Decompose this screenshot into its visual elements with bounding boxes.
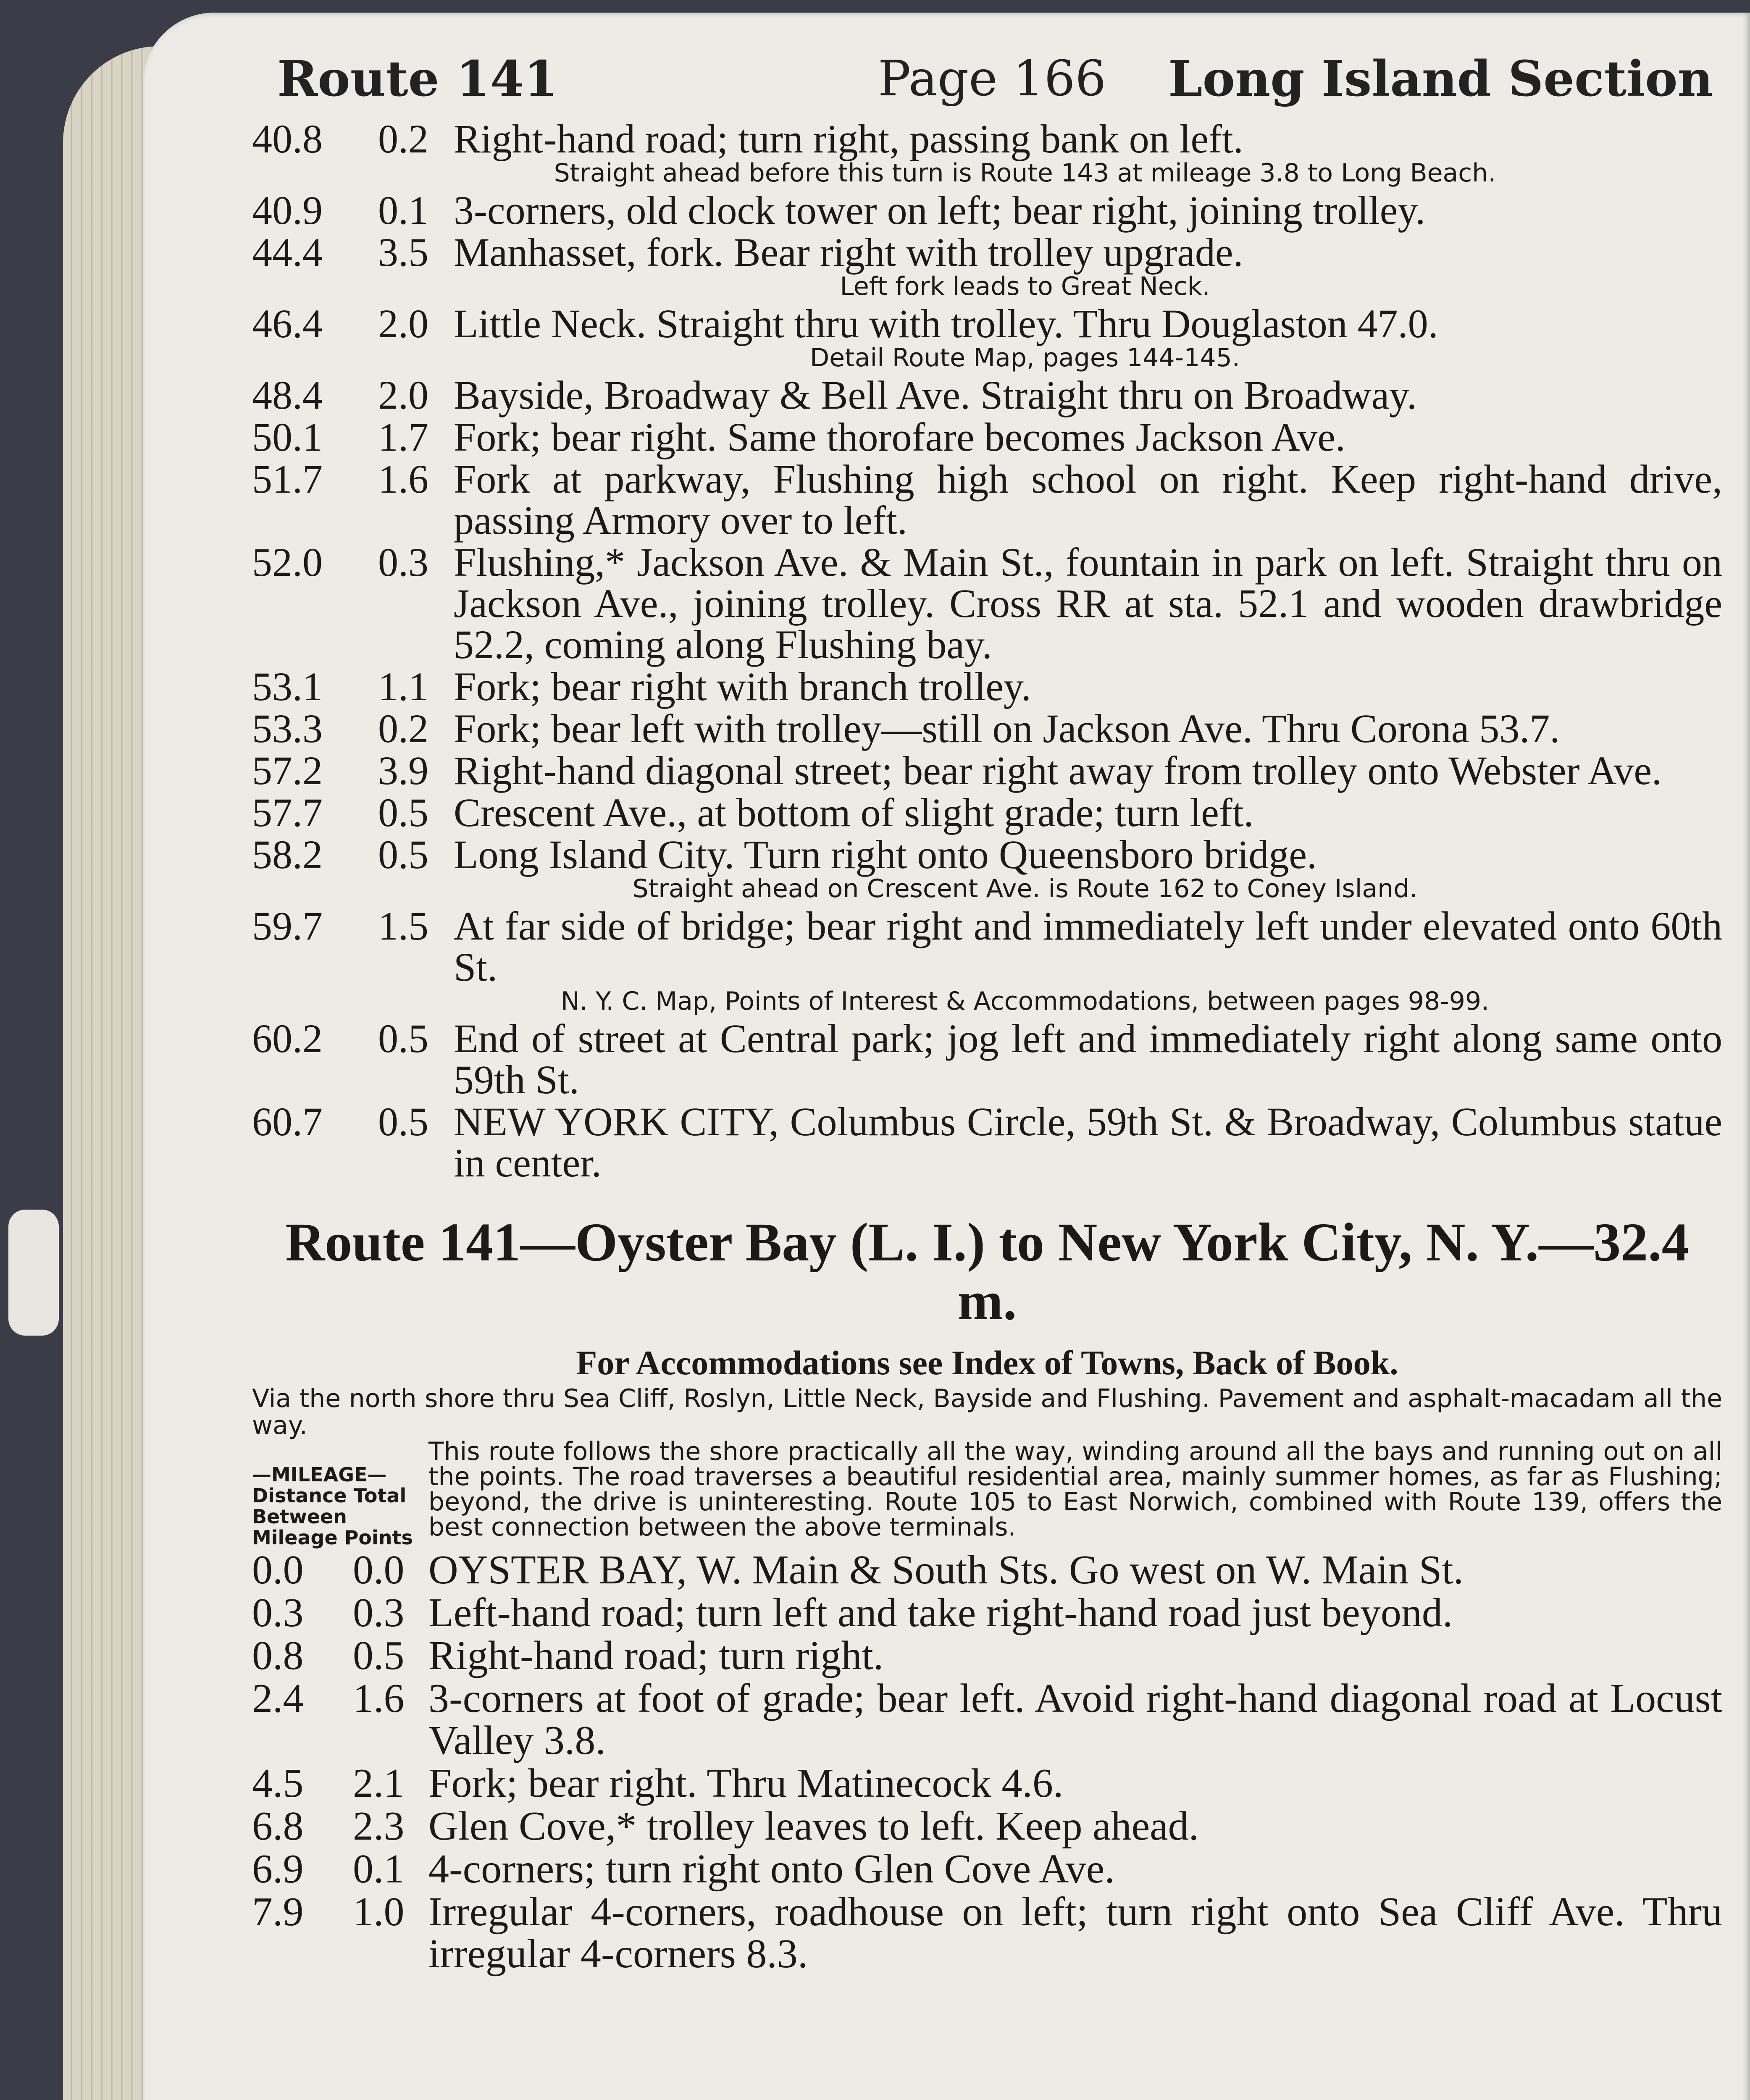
direction-note: Straight ahead before this turn is Route 143 at mileage 3.8 to Long Beach.	[554, 158, 1496, 188]
direction-note: Straight ahead on Crescent Ave. is Route 162 to Coney Island.	[632, 874, 1418, 903]
direction-text: Right-hand road; turn right, passing bank on left.	[454, 116, 1243, 161]
total-mileage: 53.3	[252, 706, 323, 751]
route-line	[252, 375, 1722, 416]
total-mileage: 50.1	[252, 415, 323, 459]
route-line	[252, 1805, 1722, 1847]
direction-text: Left-hand road; turn left and take right-hand road just beyond.	[428, 1590, 1453, 1635]
page-body	[252, 118, 1722, 1975]
route-line	[252, 1635, 1722, 1677]
total-mileage: 40.9	[252, 188, 323, 233]
total-mileage: 51.7	[252, 457, 323, 501]
direction-text: Little Neck. Straight thru with trolley. Thru Douglaston 47.0.	[454, 301, 1438, 346]
total-mileage: 7.9	[252, 1889, 304, 1935]
direction-text: NEW YORK CITY, Columbus Circle, 59th St. & Broadway, Columbus statue in center.	[454, 1099, 1722, 1185]
direction-text: Flushing,* Jackson Ave. & Main St., fountain in park on left. Straight thru on Jackson Ave., joining trolley. Cross RR at sta. 52.1 and wooden drawbridge 52.2, coming along Flushing bay.	[454, 540, 1722, 667]
distance-between: 3.9	[378, 748, 428, 793]
direction-text: Bayside, Broadway & Bell Ave. Straight thru on Broadway.	[454, 373, 1417, 417]
direction-text: 4-corners; turn right onto Glen Cove Ave.	[428, 1846, 1115, 1892]
distance-between: 0.2	[378, 706, 428, 751]
direction-text: Fork at parkway, Flushing high school on right. Keep right-hand drive, passing Armory over to left.	[454, 457, 1722, 543]
distance-between: 1.0	[353, 1889, 405, 1935]
total-mileage: 57.2	[252, 748, 323, 793]
total-mileage: 60.7	[252, 1099, 323, 1144]
distance-between: 0.5	[378, 1099, 428, 1144]
distance-between: 2.3	[353, 1803, 405, 1849]
direction-text: OYSTER BAY, W. Main & South Sts. Go west on W. Main St.	[428, 1547, 1464, 1593]
route-a-list	[252, 118, 1722, 1184]
route-line	[252, 1549, 1722, 1591]
route-line	[252, 903, 1722, 990]
via-text: Via the north shore thru Sea Cliff, Roslyn, Little Neck, Bayside and Flushing. Pavement and asphalt-macadam all the way.	[252, 1384, 1722, 1440]
total-mileage: 4.5	[252, 1761, 304, 1806]
distance-between: 2.1	[353, 1761, 405, 1806]
header-page-number: Page 166	[878, 50, 1106, 107]
total-mileage: 0.3	[252, 1590, 304, 1635]
direction-note: N. Y. C. Map, Points of Interest & Accommodations, between pages 98-99.	[560, 987, 1490, 1016]
total-mileage: 0.8	[252, 1633, 304, 1678]
distance-between: 1.6	[378, 457, 428, 501]
direction-text: 3-corners at foot of grade; bear left. Avoid right-hand diagonal road at Locust Valley 3.8.	[428, 1676, 1722, 1763]
direction-text: Right-hand road; turn right.	[428, 1633, 884, 1678]
distance-between: 2.0	[378, 373, 428, 417]
total-mileage: 58.2	[252, 832, 323, 877]
distance-between: 0.5	[378, 1016, 428, 1061]
route-line	[252, 1677, 1722, 1761]
distance-between: 0.3	[353, 1590, 405, 1635]
total-mileage: 46.4	[252, 301, 323, 346]
route-line	[252, 666, 1722, 707]
distance-between: 0.5	[378, 790, 428, 835]
route-line	[252, 1848, 1722, 1890]
distance-between: 0.5	[353, 1633, 405, 1678]
direction-text: Fork; bear right with branch trolley.	[454, 664, 1031, 709]
distance-between: 1.7	[378, 415, 428, 459]
direction-text: 3-corners, old clock tower on left; bear right, joining trolley.	[454, 188, 1426, 233]
route-line	[252, 1891, 1722, 1975]
direction-text: Glen Cove,* trolley leaves to left. Keep ahead.	[428, 1803, 1199, 1849]
route-line	[252, 1762, 1722, 1804]
distance-between: 0.1	[353, 1846, 405, 1892]
total-mileage: 48.4	[252, 373, 323, 417]
binding-thread	[8, 1210, 59, 1336]
distance-between: 2.0	[378, 301, 428, 346]
total-mileage: 6.8	[252, 1803, 304, 1849]
total-mileage: 2.4	[252, 1676, 304, 1721]
route-line	[252, 708, 1722, 749]
section-title: Route 141—Oyster Bay (L. I.) to New York City, N. Y.—32.4 m.	[285, 1212, 1689, 1331]
total-mileage: 40.8	[252, 116, 323, 161]
route-line	[252, 459, 1722, 541]
direction-text: Irregular 4-corners, roadhouse on left; turn right onto Sea Cliff Ave. Thru irregular 4-corners 8.3.	[428, 1889, 1722, 1977]
total-mileage: 60.2	[252, 1016, 323, 1061]
accommodations-note: For Accommodations see Index of Towns, Back of Book.	[576, 1344, 1398, 1382]
distance-between: 1.1	[378, 664, 428, 709]
distance-between: 0.2	[378, 116, 428, 161]
route-line	[252, 417, 1722, 458]
direction-text: Fork; bear right. Same thorofare becomes Jackson Ave.	[454, 415, 1345, 459]
distance-between: 3.5	[378, 230, 428, 275]
route-line	[252, 303, 1722, 344]
direction-note: Detail Route Map, pages 144-145.	[810, 343, 1240, 373]
distance-between: 0.3	[378, 540, 428, 585]
distance-between: 0.1	[378, 188, 428, 233]
mileage-legend: —MILEAGE— Distance Total Between Mileage Points	[252, 1463, 413, 1549]
direction-text: Manhasset, fork. Bear right with trolley upgrade.	[454, 230, 1243, 275]
route-line	[252, 750, 1722, 791]
route-line	[252, 542, 1722, 665]
route-line	[252, 1592, 1722, 1634]
distance-between: 1.6	[353, 1676, 405, 1721]
route-line	[252, 190, 1722, 231]
direction-text: Crescent Ave., at bottom of slight grade; turn left.	[454, 790, 1254, 835]
direction-note: Left fork leads to Great Neck.	[840, 272, 1210, 301]
total-mileage: 44.4	[252, 230, 323, 275]
total-mileage: 59.7	[252, 903, 323, 948]
route-line	[252, 118, 1722, 160]
direction-text: End of street at Central park; jog left and immediately right along same onto 59th St.	[454, 1016, 1722, 1102]
total-mileage: 57.7	[252, 790, 323, 835]
total-mileage: 53.1	[252, 664, 323, 709]
distance-between: 1.5	[378, 903, 428, 948]
total-mileage: 0.0	[252, 1547, 304, 1593]
total-mileage: 52.0	[252, 540, 323, 585]
route-follows-text: This route follows the shore practically all the way, winding around all the bays and running out on all the points. The road traverses a beautiful residential area, mainly summer homes, as far as Flushing; beyond, the drive is uninteresting. Route 105 to East Norwich, combined with Route 139, offers the best connection between the above terminals.	[428, 1437, 1722, 1542]
route-line	[252, 1101, 1722, 1184]
distance-between: 0.5	[378, 832, 428, 877]
route-line	[252, 834, 1722, 875]
direction-text: Fork; bear left with trolley—still on Jackson Ave. Thru Corona 53.7.	[454, 706, 1560, 751]
direction-text: At far side of bridge; bear right and immediately left under elevated onto 60th St.	[454, 903, 1722, 990]
direction-text: Fork; bear right. Thru Matinecock 4.6.	[428, 1761, 1064, 1806]
direction-text: Long Island City. Turn right onto Queensboro bridge.	[454, 832, 1317, 877]
total-mileage: 6.9	[252, 1846, 304, 1892]
route-description	[252, 1439, 1722, 1548]
distance-between: 0.0	[353, 1547, 405, 1593]
route-line	[252, 1018, 1722, 1100]
header-route: Route 141	[277, 50, 558, 108]
header-section: Long Island Section	[1168, 50, 1713, 108]
direction-text: Right-hand diagonal street; bear right away from trolley onto Webster Ave.	[454, 748, 1662, 793]
route-line	[252, 232, 1722, 273]
route-b-list	[252, 1549, 1722, 1975]
route-line	[252, 792, 1722, 833]
